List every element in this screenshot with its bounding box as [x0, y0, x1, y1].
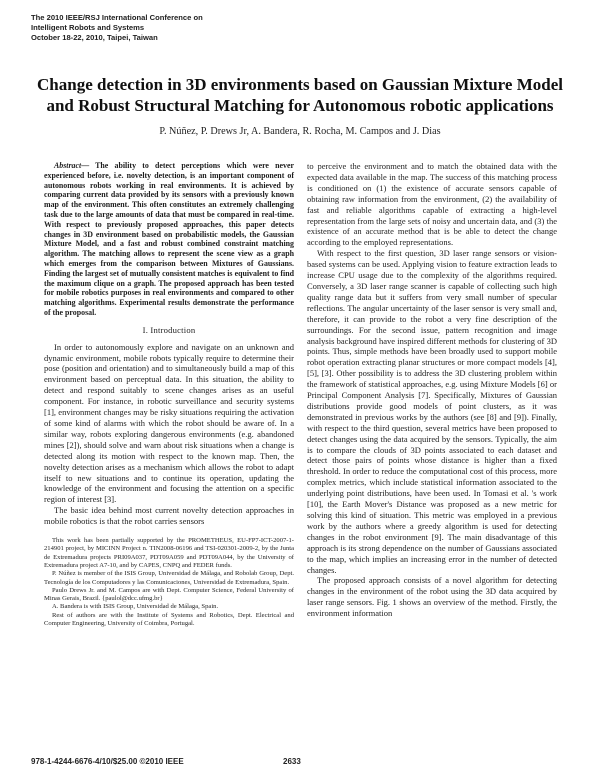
body-paragraph: The proposed approach consists of a novel algorithm for detecting changes in the environment of the robot using the 3D data acquired by laser range sensors. Fig. 1 shows an overview of the method. Firstly, the environment information	[307, 575, 557, 619]
conference-line-2: Intelligent Robots and Systems	[31, 23, 145, 32]
isbn-copyright: 978-1-4244-6676-4/10/$25.00 ©2010 IEEE	[31, 757, 184, 766]
footnote-affiliation: P. Núñez is member of the ISIS Group, Universidad de Málaga, and Robolab Group, Dept. Tecnología de los Computadores y las Comunicaciones, Universidad de Extremadura, Spain.	[44, 570, 294, 586]
footnote-affiliation: A. Bandera is with ISIS Group, Universidad de Málaga, Spain.	[52, 603, 219, 611]
paper-title	[20, 74, 580, 116]
footnote-affiliation: Paulo Drews Jr. and M. Campos are with Dept. Computer Science, Federal University of Minas Gerais, Brazil. {paulol@dcc.ufmg.br}	[44, 586, 294, 603]
conference-line-1: The 2010 IEEE/RSJ International Conference on	[31, 13, 203, 22]
left-column	[44, 161, 294, 628]
section-heading-introduction: I. Introduction	[142, 324, 196, 335]
right-column	[307, 161, 557, 619]
title-line-2: and Robust Structural Matching for Autonomous robotic applications	[46, 96, 554, 115]
footnotes	[44, 537, 294, 628]
footnote-affiliation: Rest of authors are with the Institute of Systems and Robotics, Dept. Electrical and Computer Engineering, University of Coimbra, Portugal.	[44, 611, 294, 628]
abstract-text: — The ability to detect perceptions which were never experienced before, i.e. novelty detection, is an important component of autonomous robots working in real environments. It is achieved by comparing current data provided by its sensors with a previously known map of the environment. This often constitutes an extremely challenging task due to the large amounts of data that must be compared in real-time. With respect to previously proposed approaches, this paper detects changes in 3D environment based on probabilistic models, the Gaussian Mixture Model, and a fast and robust combined constraint matching algorithm. The matching allows to represent the scene view as a graph which emerges from the comparison between Mixtures of Gaussians. Finding the largest set of mutually consistent matches is equivalent to find the maximum clique on a graph. The proposed approach has been tested for mobile robotics purposes in real environments and compared to other matching algorithms. Experimental results demonstrate the performance of the proposal.	[44, 161, 294, 317]
body-paragraph: The basic idea behind most current novelty detection approaches in mobile robotics is that the robot carries sensors	[44, 505, 294, 527]
body-paragraph: With respect to the first question, 3D laser range sensors or vision-based systems can be used. Applying vision to feature extraction leads to increase CPU usage due to the complexity of the algorithms required. Conversely, a 3D laser range scanner is capable of collecting such high quality range data but it suffers from very small number of specular reflections. The angular uncertainty of the laser sensor is very small and, therefore, it can provide to the robot a very fine description of the surroundings. For the second issue, pattern recognition and image analysis background have inspired different methods for clustering of 3D points. Thus, simple methods have been broadly used to support mobile robot operation extracting planar structures or more compact models [4], [5], [3]. Other possibility is to address the 3D clustering problem within the framework of statistical approaches, e.g. using Mixture Models [6] or Principal Component Analysis [7]. Specifically, Mixtures of Gaussian distributions provide good models of point clusters, as it was demonstrated in previous works by the authors (see [8] and [9]). Finally, with respect to the third question, several metrics have been proposed to detect changes using the data acquired by the sensors. Typically, the aim is to compare the clouds of 3D points associated to each dataset and detect those pairs of points whose distance is higher than a fixed threshold. In order to reduce the computational cost of this process, more complex metrics, which include statistical information associated to the underlying point distributions, have been used. In Tomasi et al. 's work [10], the Earth Mover's Distance was proposed as a new metric for solving this kind of situation. This metric was employed in a previous work by the authors where a greedy algorithm is used for detecting changes in the robot environment [9]. The main disadvantage of this approach is its strong dependence on the number of Gaussians associated to the map, which implies an increasing error in the number of detected changes.	[307, 248, 557, 575]
body-paragraph: In order to autonomously explore and navigate on an unknown and dynamic environment, mobile robots typically require to determine their pose (position and orientation) and to simultaneously build a map of this environment based on perceptual data. In this situation, the ability to detect and respond suitably to scene changes arises as an useful component. For instance, in robotic surveillance and security systems [1], environment changes may be risky situations requiring the activation of some kind of alarms with which the robot should be aware of. In a similar way, robots exploring dangerous environments (e.g. abandoned mines [2]), should solve and warn about risk situations when a change is detected along its motion with respect to the known map. Then, the novelty detection arises as a mechanism which allows the robot to adapt itself to new situations and to continue its operation, updating the knowledge of the environment and focusing the attention on a specific region of interest [3].	[44, 341, 294, 505]
title-line-1: Change detection in 3D environments based on Gaussian Mixture Model	[37, 75, 563, 94]
abstract-label: Abstract	[54, 161, 82, 170]
body-paragraph: to perceive the environment and to match the obtained data with the expected data available in the map. The success of this matching process is conditioned on (1) the existence of accurate sensors capable of obtaining raw information from the environment, (2) the availability of fast and reliable algorithms capable of extracting a high-level representation from the large sets of noisy and uncertain data, and (3) the existence of an accurate method that is be able to detect the change according to the employed representations.	[307, 161, 557, 248]
footnote-funding: This work has been partially supported by the PROMETHEUS, EU-FP7-ICT-2007-1-214901 project, by MICINN Project n. TIN2008-06196 and TSI-020301-2009-2, by the Junta de Extremadura projects PRI09A037, PDT09A059 and PDT09A044, by the University of Extremadura project A7-10, and by CAPES, CNPQ and FEDER funds.	[44, 537, 294, 569]
conference-line-3: October 18-22, 2010, Taipei, Taiwan	[31, 33, 158, 42]
page-number: 2633	[283, 757, 301, 766]
conference-header	[31, 13, 203, 43]
author-list: P. Núñez, P. Drews Jr, A. Bandera, R. Rocha, M. Campos and J. Dias	[159, 126, 441, 137]
abstract	[44, 161, 294, 318]
